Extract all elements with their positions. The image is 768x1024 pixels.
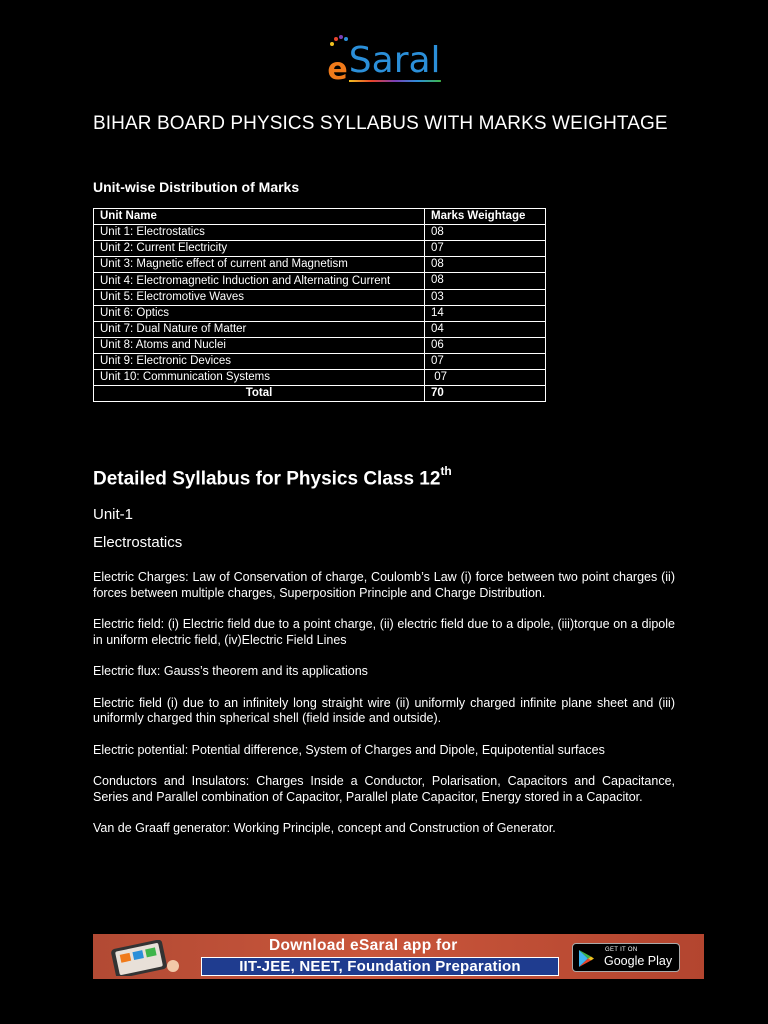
unit-name-cell: Unit 4: Electromagnetic Induction and Alternating Current — [94, 273, 425, 290]
table-row — [94, 225, 546, 241]
table-row — [94, 338, 546, 354]
marks-cell: 07 — [425, 370, 546, 386]
google-play-icon — [578, 950, 594, 967]
unit-name: Electrostatics — [93, 534, 183, 551]
unit-name-cell: Unit 1: Electrostatics — [94, 225, 425, 241]
syllabus-paragraph: Electric Charges: Law of Conservation of charge, Coulomb’s Law (i) force between two point charges (ii) forces between multiple charges, Superposition Principle and Charge Distribution. — [93, 570, 675, 600]
table-row — [94, 370, 546, 386]
unit-name-cell: Unit 3: Magnetic effect of current and Magnetism — [94, 257, 425, 273]
detailed-syllabus-title-text: Detailed Syllabus for Physics Class 12 — [93, 468, 441, 490]
unit-name-cell: Unit 10: Communication Systems — [94, 370, 425, 386]
syllabus-paragraph: Electric potential: Potential difference, System of Charges and Dipole, Equipotential surfaces — [93, 742, 605, 757]
syllabus-paragraph: Conductors and Insulators: Charges Inside a Conductor, Polarisation, Capacitors and Capacitance, Series and Parallel combination of Capacitor, Parallel plate Capacitor, Energy stored in a Capacitor. — [93, 774, 675, 804]
table-row — [94, 241, 546, 257]
syllabus-paragraphs — [93, 570, 675, 853]
unit-name-cell: Unit 2: Current Electricity — [94, 241, 425, 257]
unit-name-cell: Unit 5: Electromotive Waves — [94, 290, 425, 306]
marks-cell: 06 — [425, 338, 546, 354]
hand-dots-icon — [329, 35, 351, 47]
table-row — [94, 322, 546, 338]
marks-cell: 03 — [425, 290, 546, 306]
marks-cell: 08 — [425, 225, 546, 241]
detailed-syllabus-title — [93, 466, 452, 490]
total-value: 70 — [425, 386, 546, 402]
logo-prefix: e — [327, 52, 348, 87]
unit-name-cell: Unit 6: Optics — [94, 306, 425, 322]
syllabus-paragraph: Electric flux: Gauss’s theorem and its applications — [93, 664, 368, 678]
unit-name-cell: Unit 8: Atoms and Nuclei — [94, 338, 425, 354]
download-app-banner[interactable] — [93, 934, 704, 979]
logo-text: Saral — [349, 43, 441, 85]
table-header-row — [94, 209, 546, 225]
marks-cell: 08 — [425, 257, 546, 273]
banner-subheadline: IIT-JEE, NEET, Foundation Preparation — [201, 957, 559, 976]
banner-headline: Download eSaral app for — [269, 937, 458, 954]
google-play-small-label: GET IT ON — [605, 947, 638, 953]
syllabus-paragraph: Electric field (i) due to an infinitely long straight wire (ii) uniformly charged infinite plane sheet and (iii) uniformly charged thin spherical shell (field inside and outside). — [93, 695, 675, 725]
google-play-label: Google Play — [604, 954, 673, 968]
marks-cell: 07 — [425, 241, 546, 257]
syllabus-paragraph: Van de Graaff generator: Working Principle, concept and Construction of Generator. — [93, 821, 556, 835]
google-play-button[interactable] — [572, 943, 680, 972]
phone-app-illustration-icon — [107, 940, 183, 976]
unit-label: Unit-1 — [93, 506, 134, 523]
unit-name-cell: Unit 7: Dual Nature of Matter — [94, 322, 425, 338]
unit-name-cell: Unit 9: Electronic Devices — [94, 354, 425, 370]
syllabus-paragraph: Electric field: (i) Electric field due to a point charge, (ii) electric field due to a dipole, (iii)torque on a dipole in uniform electric field, (iv)Electric Field Lines — [93, 617, 675, 647]
total-label: Total — [94, 386, 425, 402]
document-title: BIHAR BOARD PHYSICS SYLLABUS WITH MARKS WEIGHTAGE — [93, 113, 668, 134]
title-superscript: th — [440, 464, 452, 478]
header-marks: Marks Weightage — [425, 209, 546, 225]
header-unit-name: Unit Name — [94, 209, 425, 225]
table-row — [94, 306, 546, 322]
esaral-logo — [0, 42, 768, 86]
table-total-row — [94, 386, 546, 402]
marks-cell: 07 — [425, 354, 546, 370]
marks-cell: 08 — [425, 273, 546, 290]
table-row — [94, 257, 546, 273]
table-row — [94, 290, 546, 306]
section-title: Unit-wise Distribution of Marks — [93, 179, 300, 195]
marks-table — [93, 208, 546, 402]
marks-cell: 04 — [425, 322, 546, 338]
marks-cell: 14 — [425, 306, 546, 322]
table-row — [94, 354, 546, 370]
table-row — [94, 273, 546, 290]
